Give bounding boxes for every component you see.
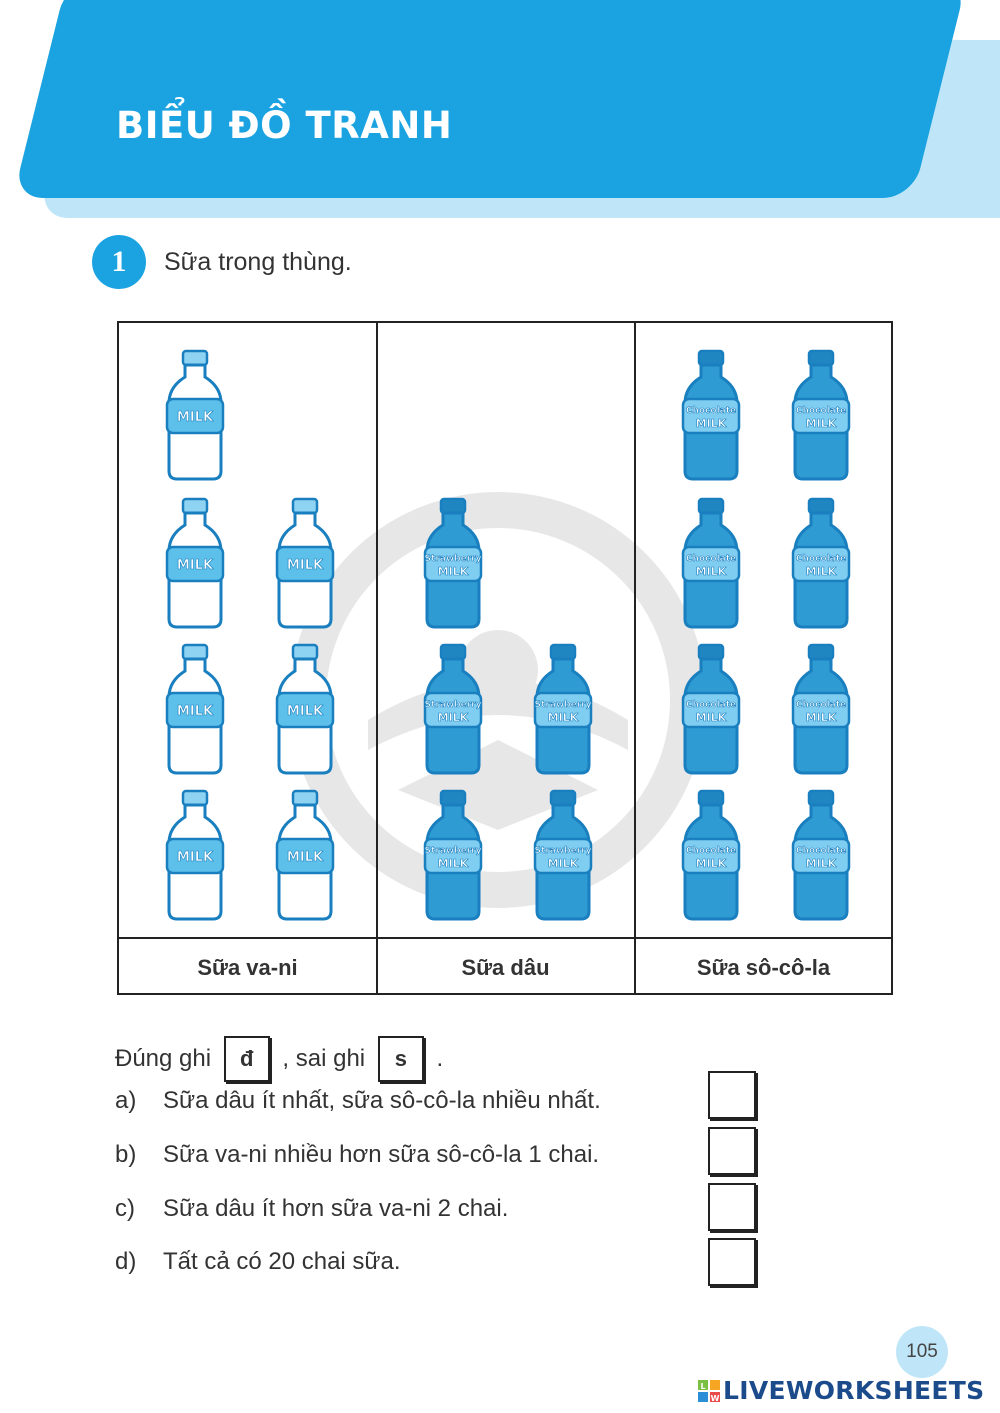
vanilla-milk-bottle-icon [275,789,335,921]
category-label-strawberry: Sữa dâu [461,955,550,980]
exercise-number: 1 [92,235,146,289]
vanilla-milk-bottle-icon [165,497,225,629]
category-label-vanilla: Sữa va-ni [197,955,298,980]
bottle-label-text: Chocolate [685,700,737,710]
liveworksheets-logo-icon [698,1380,720,1402]
bottle-label-text: MILK [437,857,469,870]
svg-text:L: L [700,1382,706,1391]
page-number: 105 [896,1326,948,1378]
bottle-label-text: MILK [176,850,214,865]
bottle-label-text: MILK [695,857,727,870]
bottle-label-text: MILK [286,704,324,719]
bottle-label-text: Chocolate [685,406,737,416]
column-divider [376,323,378,993]
chocolate-milk-bottle-icon [681,789,741,921]
chocolate-milk-bottle-icon [681,497,741,629]
bottle-label-text: MILK [176,558,214,573]
instruction-prefix: Đúng ghi [115,1045,212,1072]
chocolate-milk-bottle-icon [791,497,851,629]
bottle-label-text: MILK [437,565,469,578]
statement-label: b) [115,1141,137,1168]
bottle-label-text: Strawberry [424,846,482,856]
answer-box-d[interactable] [708,1238,756,1286]
vanilla-milk-bottle-icon [165,349,225,481]
true-key-box: đ [224,1036,270,1082]
statement-text: Sữa va-ni nhiều hơn sữa sô-cô-la 1 chai. [163,1141,600,1168]
false-key-box: s [378,1036,424,1082]
bottle-label-text: MILK [547,711,579,724]
chocolate-milk-bottle-icon [791,349,851,481]
strawberry-milk-bottle-icon [423,643,483,775]
bottle-label-text: Chocolate [795,846,847,856]
instruction-suffix: . [436,1045,444,1072]
picture-chart [117,321,893,995]
bottle-label-text: MILK [805,711,837,724]
bottle-label-text: MILK [805,417,837,430]
header-banner [13,0,967,198]
statement-c [115,1195,508,1223]
bottle-label-text: Chocolate [795,406,847,416]
answer-box-c[interactable] [708,1183,756,1231]
strawberry-milk-bottle-icon [423,497,483,629]
statement-d [115,1248,401,1276]
bottle-label-text: MILK [805,565,837,578]
chocolate-milk-bottle-icon [681,643,741,775]
statement-label: c) [115,1195,135,1222]
vanilla-milk-bottle-icon [275,497,335,629]
page-title: BIỂU ĐỒ TRANH [116,104,453,147]
exercise-prompt: Sữa trong thùng. [164,248,352,276]
bottle-label-text: Strawberry [424,554,482,564]
answer-box-b[interactable] [708,1127,756,1175]
bottle-label-text: MILK [176,410,214,425]
strawberry-milk-bottle-icon [423,789,483,921]
column-divider [634,323,636,993]
chocolate-milk-bottle-icon [681,349,741,481]
chocolate-milk-bottle-icon [791,643,851,775]
statement-label: d) [115,1248,137,1275]
strawberry-milk-bottle-icon [533,789,593,921]
bottle-label-text: Chocolate [685,846,737,856]
statement-b [115,1141,599,1169]
bottle-label-text: MILK [286,850,324,865]
answer-box-a[interactable] [708,1071,756,1119]
statement-label: a) [115,1087,137,1114]
svg-text:W: W [710,1394,720,1402]
bottle-label-text: Chocolate [685,554,737,564]
vanilla-milk-bottle-icon [275,643,335,775]
bottle-label-text: Strawberry [424,700,482,710]
category-label-chocolate: Sữa sô-cô-la [696,955,831,980]
bottle-label-text: Strawberry [534,846,592,856]
statement-a [115,1087,601,1115]
vanilla-milk-bottle-icon [165,643,225,775]
bottle-label-text: MILK [437,711,469,724]
instructions [115,1036,443,1082]
bottle-label-text: MILK [695,711,727,724]
bottle-label-text: MILK [695,417,727,430]
bottle-label-text: MILK [176,704,214,719]
statement-text: Tất cả có 20 chai sữa. [163,1248,401,1275]
bottle-label-text: MILK [547,857,579,870]
statement-text: Sữa dâu ít hơn sữa va-ni 2 chai. [163,1195,509,1222]
brand-name: LIVEWORKSHEETS [723,1376,985,1405]
bottle-label-text: MILK [695,565,727,578]
strawberry-milk-bottle-icon [533,643,593,775]
chocolate-milk-bottle-icon [791,789,851,921]
bottle-label-text: Chocolate [795,554,847,564]
bottle-label-text: MILK [805,857,837,870]
statement-text: Sữa dâu ít nhất, sữa sô-cô-la nhiều nhất. [163,1087,601,1114]
label-row-divider [119,937,891,939]
bottle-label-text: Chocolate [795,700,847,710]
instruction-middle: , sai ghi [282,1045,366,1072]
bottle-label-text: MILK [286,558,324,573]
bottle-label-text: Strawberry [534,700,592,710]
vanilla-milk-bottle-icon [165,789,225,921]
